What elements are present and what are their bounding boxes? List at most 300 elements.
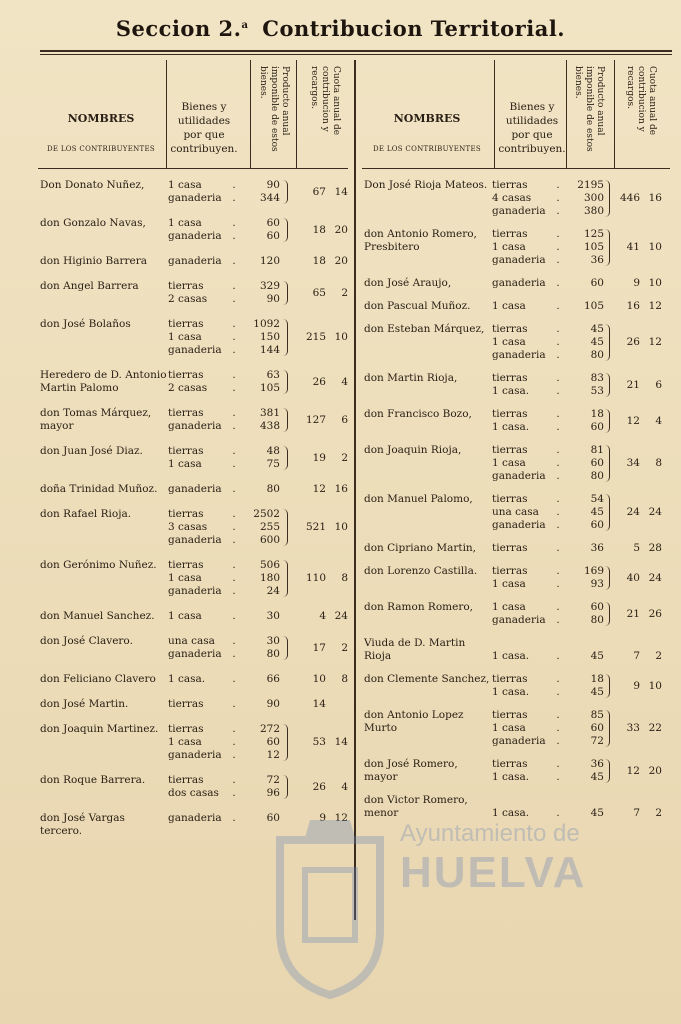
cuota-value: [288, 287, 348, 300]
property-label: tierras: [492, 179, 528, 191]
cuota-value: [602, 807, 662, 820]
cuota-pesos: 26: [312, 375, 326, 388]
contributor-name: Don Donato Nuñez,: [40, 179, 145, 191]
cuota-pesos: 12: [626, 414, 640, 427]
property-value: 2195: [577, 179, 604, 191]
property-value: 255: [259, 521, 280, 533]
contributor-name: Viuda de D. Martin Rioja: [364, 637, 466, 662]
property-value: 75: [266, 458, 280, 470]
cuota-cents: 20: [334, 223, 348, 236]
leader-dot: .: [232, 382, 236, 394]
property-item: [168, 420, 280, 433]
leader-dot: .: [556, 300, 560, 312]
property-list: [168, 723, 280, 762]
contributor-name: don José Martin.: [40, 698, 129, 710]
leader-dot: .: [556, 758, 560, 770]
contributor-name: don Angel Barrera: [40, 280, 139, 292]
cuota-cents: 12: [648, 336, 662, 348]
header-nombres: [362, 112, 492, 153]
property-label: 2 casas: [168, 382, 208, 394]
property-label: ganaderia: [492, 519, 546, 531]
property-value: 85: [590, 709, 604, 721]
contributor-name: don Gerónimo Nuñez.: [40, 559, 157, 571]
cuota-pesos: 4: [319, 610, 326, 622]
cuota-pesos: 17: [312, 641, 326, 654]
cuota-cents: 4: [655, 414, 662, 427]
left-table-header: [38, 60, 348, 169]
table-row: [362, 673, 670, 709]
property-item: [168, 774, 280, 787]
property-value: 105: [583, 241, 604, 253]
property-label: tierras: [492, 323, 528, 335]
cuota-value: [602, 542, 662, 555]
table-row: [362, 408, 670, 444]
table-row: [362, 601, 670, 637]
property-item: [168, 331, 280, 344]
header-sep: [494, 60, 495, 168]
property-value: 506: [259, 559, 280, 571]
contributor-name: don José Romero, mayor: [364, 758, 458, 783]
table-row: [38, 217, 348, 255]
leader-dot: .: [232, 673, 236, 685]
property-list: [168, 698, 280, 711]
property-value: 1092: [253, 318, 280, 330]
property-list: [492, 300, 604, 313]
cuota-pesos: 7: [633, 650, 640, 662]
property-value: 438: [259, 420, 280, 432]
cuota-cents: 12: [334, 812, 348, 824]
table-row: [38, 255, 348, 280]
property-value: 45: [590, 771, 604, 783]
cuota-value: [602, 722, 662, 735]
contributor-name: don Martin Rioja,: [364, 372, 458, 384]
table-row: [362, 444, 670, 493]
cuota-value: [602, 300, 662, 313]
cuota-value: [288, 255, 348, 268]
table-row: [362, 637, 670, 673]
property-list: [168, 812, 280, 825]
property-list: [492, 807, 604, 820]
leader-dot: .: [232, 331, 236, 343]
leader-dot: .: [232, 774, 236, 786]
property-list: [492, 444, 604, 483]
property-value: 80: [590, 614, 604, 626]
title-section: Seccion 2.: [115, 16, 242, 41]
contributor-name: don Esteban Márquez,: [364, 323, 485, 335]
cuota-cents: 20: [334, 255, 348, 267]
contributor-name: don Clemente Sanchez,: [364, 673, 490, 685]
property-list: [168, 483, 280, 496]
property-value: 72: [266, 774, 280, 786]
leader-dot: .: [556, 542, 560, 554]
property-label: ganaderia: [168, 420, 222, 432]
property-item: [492, 470, 604, 483]
property-label: 1 casa: [168, 331, 202, 343]
property-item: [168, 812, 280, 825]
property-value: 53: [590, 385, 604, 397]
property-label: 1 casa: [168, 179, 202, 191]
property-label: dos casas: [168, 787, 219, 799]
property-value: 24: [266, 585, 280, 597]
header-producto: Producto anual imponible de estos bienes.: [573, 66, 605, 152]
property-value: 60: [590, 722, 604, 734]
contributor-name: don Tomas Márquez, mayor: [40, 407, 152, 432]
cuota-value: [602, 650, 662, 663]
contributor-name: don Juan José Diaz.: [40, 445, 143, 457]
leader-dot: .: [232, 230, 236, 242]
property-list: [492, 277, 604, 290]
table-row: [38, 508, 348, 559]
property-item: [492, 444, 604, 457]
contributor-name: don Manuel Sanchez.: [40, 610, 155, 622]
cuota-value: [288, 610, 348, 623]
cuota-cents: 10: [334, 521, 348, 533]
property-label: 1 casa.: [492, 421, 530, 433]
leader-dot: .: [232, 812, 236, 824]
contributor-name: don Ramon Romero,: [364, 601, 474, 613]
property-list: [168, 445, 280, 471]
property-value: 169: [583, 565, 604, 577]
property-value: 60: [590, 277, 604, 289]
cuota-cents: 6: [341, 413, 348, 426]
cuota-cents: 10: [648, 241, 662, 253]
cuota-cents: 24: [334, 610, 348, 622]
leader-dot: .: [232, 420, 236, 432]
property-label: ganaderia: [492, 470, 546, 482]
cuota-value: [602, 506, 662, 519]
table-row: [362, 542, 670, 565]
leader-dot: .: [556, 578, 560, 590]
property-value: 45: [590, 323, 604, 335]
property-item: [168, 534, 280, 547]
property-value: 30: [266, 610, 280, 622]
table-row: [38, 673, 348, 698]
property-value: 96: [266, 787, 280, 799]
property-value: 80: [590, 470, 604, 482]
property-label: tierras: [492, 444, 528, 456]
contributor-name: don Higinio Barrera: [40, 255, 148, 267]
property-value: 30: [266, 635, 280, 647]
property-list: [168, 673, 280, 686]
property-label: tierras: [492, 758, 528, 770]
property-list: [492, 372, 604, 398]
leader-dot: .: [556, 614, 560, 626]
cuota-value: [602, 277, 662, 290]
cuota-value: [288, 781, 348, 794]
property-item: [492, 277, 604, 290]
cuota-cents: 24: [648, 506, 662, 518]
cuota-cents: 6: [655, 378, 662, 391]
contributor-name: don Feliciano Clavero: [40, 673, 156, 685]
property-value: 105: [583, 300, 604, 312]
property-item: [168, 458, 280, 471]
leader-dot: .: [232, 635, 236, 647]
cuota-cents: 24: [648, 571, 662, 584]
property-value: 300: [583, 192, 604, 204]
header-cuota: Cuota anual de contribucion y recargos.: [309, 66, 341, 136]
cuota-pesos: 19: [312, 451, 326, 464]
property-value: 45: [590, 506, 604, 518]
property-item: [168, 483, 280, 496]
contributor-name: don José Clavero.: [40, 635, 133, 647]
table-row: [362, 300, 670, 323]
leader-dot: .: [232, 521, 236, 533]
cuota-value: [602, 765, 662, 778]
property-item: [492, 758, 604, 771]
table-row: [362, 709, 670, 758]
cuota-value: [288, 642, 348, 655]
leader-dot: .: [556, 192, 560, 204]
property-label: 1 casa: [168, 217, 202, 229]
property-item: [492, 542, 604, 555]
property-value: 60: [590, 421, 604, 433]
property-list: [492, 758, 604, 784]
property-label: tierras: [168, 559, 204, 571]
property-value: 344: [259, 192, 280, 204]
title-text: Contribucion Territorial.: [262, 16, 566, 41]
property-item: [492, 673, 604, 686]
leader-dot: .: [232, 534, 236, 546]
property-label: ganaderia: [168, 192, 222, 204]
leader-dot: .: [556, 650, 560, 662]
property-list: [168, 318, 280, 357]
property-item: [492, 722, 604, 735]
property-item: [492, 709, 604, 722]
property-value: 60: [266, 230, 280, 242]
contributor-name: don Antonio Lopez Murto: [364, 709, 464, 734]
table-row: [38, 369, 348, 407]
cuota-value: [602, 572, 662, 585]
property-item: [492, 506, 604, 519]
leader-dot: .: [556, 771, 560, 783]
cuota-cents: 26: [648, 607, 662, 620]
property-list: [168, 407, 280, 433]
contributor-name: don Joaquin Martinez.: [40, 723, 159, 735]
property-label: 1 casa: [168, 610, 202, 622]
property-item: [492, 300, 604, 313]
property-list: [168, 217, 280, 243]
leader-dot: .: [232, 787, 236, 799]
leader-dot: .: [232, 445, 236, 457]
property-item: [168, 318, 280, 331]
property-label: 1 casa: [492, 300, 526, 312]
cuota-pesos: 5: [633, 542, 640, 554]
property-value: 90: [266, 698, 280, 710]
property-label: ganaderia: [492, 735, 546, 747]
property-label: tierras: [168, 407, 204, 419]
property-value: 105: [259, 382, 280, 394]
cuota-pesos: 53: [312, 736, 326, 748]
property-value: 36: [590, 758, 604, 770]
property-value: 93: [590, 578, 604, 590]
leader-dot: .: [232, 369, 236, 381]
header-bienes: Bienes y utilidades por que contribuyen.: [498, 101, 566, 155]
property-label: 1 casa: [492, 578, 526, 590]
cuota-pesos: 33: [626, 722, 640, 734]
cuota-pesos: 18: [312, 223, 326, 236]
property-item: [168, 648, 280, 661]
property-label: 3 casas: [168, 521, 208, 533]
property-item: [492, 228, 604, 241]
table-row: [362, 228, 670, 277]
property-item: [492, 735, 604, 748]
property-value: 180: [259, 572, 280, 584]
property-label: 1 casa: [168, 736, 202, 748]
property-item: [168, 293, 280, 306]
contributor-name: don Rafael Rioja.: [40, 508, 132, 520]
property-label: 1 casa.: [168, 673, 206, 685]
contributor-name: doña Trinidad Muñoz.: [40, 483, 158, 495]
property-value: 60: [266, 812, 280, 824]
right-table-header: [362, 60, 670, 169]
leader-dot: .: [232, 698, 236, 710]
property-item: [168, 610, 280, 623]
property-value: 80: [266, 648, 280, 660]
leader-dot: .: [556, 519, 560, 531]
leader-dot: .: [232, 293, 236, 305]
property-label: ganaderia: [492, 349, 546, 361]
title-superscript: a: [241, 20, 249, 31]
property-item: [168, 749, 280, 762]
contributor-name: don José Araujo,: [364, 277, 452, 289]
header-nombres-small: DE LOS CONTRIBUYENTES: [372, 145, 482, 153]
property-item: [492, 192, 604, 205]
property-list: [492, 493, 604, 532]
cuota-pesos: 14: [312, 698, 326, 710]
cuota-value: [288, 452, 348, 465]
property-value: 60: [590, 519, 604, 531]
property-list: [492, 542, 604, 555]
property-item: [492, 385, 604, 398]
property-item: [492, 614, 604, 627]
leader-dot: .: [556, 735, 560, 747]
leader-dot: .: [556, 349, 560, 361]
property-value: 83: [590, 372, 604, 384]
cuota-pesos: 9: [319, 812, 326, 824]
property-value: 80: [266, 483, 280, 495]
property-item: [168, 280, 280, 293]
table-row: [362, 794, 670, 830]
property-label: una casa: [168, 635, 215, 647]
leader-dot: .: [232, 217, 236, 229]
leader-dot: .: [556, 421, 560, 433]
leader-dot: .: [556, 601, 560, 613]
leader-dot: .: [232, 648, 236, 660]
property-item: [168, 369, 280, 382]
cuota-value: [288, 483, 348, 496]
property-item: [492, 565, 604, 578]
cuota-pesos: 12: [312, 483, 326, 495]
property-value: 90: [266, 293, 280, 305]
property-value: 18: [590, 673, 604, 685]
property-item: [492, 519, 604, 532]
cuota-pesos: 9: [633, 679, 640, 692]
leader-dot: .: [556, 336, 560, 348]
table-row: [38, 318, 348, 369]
cuota-cents: 8: [341, 572, 348, 584]
property-label: ganaderia: [168, 230, 222, 242]
cuota-cents: 8: [655, 457, 662, 469]
cuota-cents: 4: [341, 780, 348, 793]
leader-dot: .: [232, 723, 236, 735]
cuota-cents: 16: [648, 192, 662, 204]
cuota-pesos: 16: [626, 300, 640, 312]
cuota-cents: 2: [655, 650, 662, 662]
contributor-name: Heredero de D. Antonio Martin Palomo: [40, 369, 167, 394]
contributor-name: don Lorenzo Castilla.: [364, 565, 478, 577]
leader-dot: .: [556, 470, 560, 482]
cuota-pesos: 127: [305, 413, 326, 426]
property-item: [492, 457, 604, 470]
property-item: [168, 698, 280, 711]
right-table: [362, 60, 670, 819]
table-row: [38, 610, 348, 635]
cuota-pesos: 34: [626, 457, 640, 469]
contributor-name: don José Vargas tercero.: [40, 812, 125, 837]
leader-dot: .: [556, 444, 560, 456]
table-row: [38, 723, 348, 774]
cuota-value: [288, 414, 348, 427]
cuota-pesos: 9: [633, 277, 640, 289]
cuota-cents: 14: [334, 736, 348, 748]
table-row: [38, 812, 348, 837]
property-value: 272: [259, 723, 280, 735]
cuota-cents: 2: [341, 451, 348, 464]
watermark-line2: HUELVA: [400, 848, 587, 897]
property-item: [492, 807, 604, 820]
leader-dot: .: [556, 241, 560, 253]
leader-dot: .: [232, 559, 236, 571]
property-label: ganaderia: [168, 812, 222, 824]
cuota-pesos: 21: [626, 607, 640, 620]
property-item: [168, 508, 280, 521]
property-list: [168, 280, 280, 306]
property-item: [168, 382, 280, 395]
cuota-value: [602, 241, 662, 254]
property-label: tierras: [492, 408, 528, 420]
property-value: 36: [590, 254, 604, 266]
property-value: 125: [583, 228, 604, 240]
header-sep: [566, 60, 567, 168]
leader-dot: .: [556, 205, 560, 217]
leader-dot: .: [556, 254, 560, 266]
property-label: ganaderia: [168, 344, 222, 356]
property-label: 1 casa: [492, 336, 526, 348]
property-item: [168, 572, 280, 585]
property-value: 80: [590, 349, 604, 361]
page-title: [0, 16, 681, 41]
leader-dot: .: [232, 508, 236, 520]
cuota-value: [288, 224, 348, 237]
cuota-pesos: 110: [305, 572, 326, 584]
leader-dot: .: [232, 458, 236, 470]
leader-dot: .: [556, 506, 560, 518]
property-label: ganaderia: [492, 254, 546, 266]
contributor-name: don Antonio Romero, Presbitero: [364, 228, 477, 253]
property-label: tierras: [168, 318, 204, 330]
property-item: [168, 673, 280, 686]
property-label: tierras: [492, 709, 528, 721]
property-label: 1 casa: [168, 458, 202, 470]
header-producto: Producto anual imponible de estos bienes.: [258, 66, 290, 152]
contributor-name: don Manuel Palomo,: [364, 493, 473, 505]
header-sep: [614, 60, 615, 168]
cuota-value: [602, 336, 662, 349]
cuota-value: [288, 376, 348, 389]
property-list: [168, 610, 280, 623]
property-item: [168, 521, 280, 534]
cuota-pesos: 10: [312, 673, 326, 685]
